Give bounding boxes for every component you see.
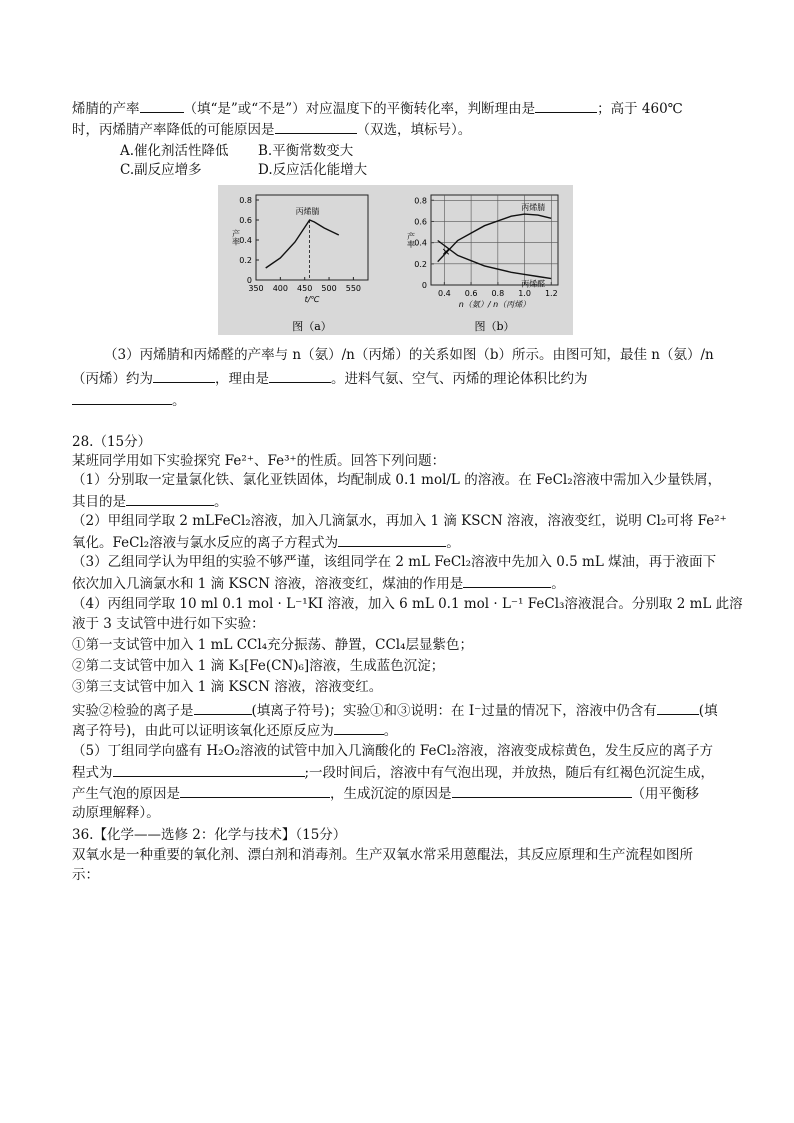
series-label: 丙烯腈 — [521, 203, 546, 213]
x-tick-label: 0.4 — [438, 289, 451, 298]
x-tick-label: 1.2 — [544, 289, 558, 298]
y-tick-label: 0.8 — [414, 196, 427, 206]
series-line-丙烯腈 — [266, 220, 339, 268]
q28-s3-b: 依次加入几滴氯水和 1 滴 KSCN 溶液，溶液变红，煤油的作用是 。 — [72, 573, 565, 593]
q28-s5-g: 动原理解释）。 — [72, 805, 160, 821]
y-axis-label: 产率 — [231, 229, 241, 246]
q28-s4-e: 离子符号)，由此可以证明该氧化还原反应为 。 — [72, 720, 397, 740]
option-d: D.反应活化能增大 — [258, 162, 368, 178]
q28-s1-a: （1）分别取一定量氯化铁、氯化亚铁固体，均配制成 0.1 mol/L 的溶液。在 FeCl₂溶液中需加入少量铁屑， — [72, 472, 722, 488]
p3-line3: 。 — [72, 390, 186, 410]
q36-line2: 示： — [72, 867, 99, 883]
answer-blank[interactable] — [72, 390, 172, 405]
q36-title: 36.【化学——选修 2：化学与技术】（15分） — [72, 827, 347, 843]
answer-blank[interactable] — [140, 98, 184, 113]
p3-line1: （3）丙烯腈和丙烯醛的产率与 n（氨）/n（丙烯）的关系如图（b）所示。由图可知，最佳 n（氨）/n — [104, 347, 714, 363]
y-tick-label: 0.4 — [239, 236, 252, 245]
y-tick-label: 0.4 — [414, 238, 427, 248]
p1-line2: 时，丙烯腈产率降低的可能原因是 （双选，填标号）。 — [72, 119, 471, 139]
figure-panel — [218, 185, 573, 335]
x-axis-label: n（氨）/ n（丙烯） — [458, 300, 531, 309]
x-tick-label: 1.0 — [518, 289, 531, 298]
q28-s3-a: （3）乙组同学认为甲组的实验不够严谨，该组同学在 2 mL FeCl₂溶液中先加入 0.5 mL 煤油，再于液面下 — [72, 554, 717, 570]
answer-blank[interactable] — [334, 720, 384, 735]
y-tick-label: 0.2 — [414, 259, 427, 269]
y-tick-label: 0 — [421, 281, 427, 290]
y-tick-label: 0.6 — [239, 216, 252, 225]
q28-s4-c1: ①第一支试管中加入 1 mL CCl₄充分振荡、静置，CCl₄层显紫色； — [72, 637, 474, 653]
p1-line1: 烯腈的产率 （填“是”或“不是”）对应温度下的平衡转化率，判断理由是 ；高于 460℃ — [72, 98, 683, 118]
q36-line1: 双氧水是一种重要的氧化剂、漂白剂和消毒剂。生产双氧水常采用蒽醌法，其反应原理和生产流程如图所 — [72, 847, 693, 863]
answer-blank[interactable] — [463, 573, 551, 588]
x-tick-label: 500 — [321, 284, 337, 293]
q28-intro: 某班同学用如下实验探究 Fe²⁺、Fe³⁺的性质。回答下列问题： — [72, 453, 446, 469]
x-tick-label: 400 — [272, 284, 288, 293]
x-axis-label: t/℃ — [304, 295, 320, 304]
option-a: A.催化剂活性降低 — [120, 143, 229, 159]
chart-a — [218, 185, 393, 335]
answer-blank[interactable] — [657, 700, 699, 715]
q28-s4-c2: ②第二支试管中加入 1 滴 K₃[Fe(CN)₆]溶液，生成蓝色沉淀； — [72, 658, 445, 674]
answer-blank[interactable] — [269, 368, 331, 383]
chart-b — [393, 185, 573, 335]
series-line-丙烯醛 — [438, 241, 552, 279]
x-tick-label: 0.6 — [464, 289, 478, 298]
figure-caption: 图（a） — [292, 320, 332, 333]
answer-blank[interactable] — [194, 700, 252, 715]
answer-blank[interactable] — [452, 783, 632, 798]
x-tick-label: 350 — [248, 284, 264, 293]
y-axis-label: 产率 — [406, 232, 416, 248]
q28-title: 28.（15分） — [72, 434, 152, 450]
q28-s4-a: （4）丙组同学取 10 ml 0.1 mol · L⁻¹KI 溶液，加入 6 mL 0.1 mol · L⁻¹ FeCl₃溶液混合。分别取 2 mL 此溶 — [72, 596, 743, 612]
y-tick-label: 0.8 — [239, 196, 252, 205]
q28-s4-c3: ③第三支试管中加入 1 滴 KSCN 溶液，溶液变红。 — [72, 679, 383, 695]
option-c: C.副反应增多 — [120, 162, 202, 178]
q28-s5-d: 产生气泡的原因是 ，生成沉淀的原因是 （用平衡移 — [72, 783, 699, 803]
x-tick-label: 450 — [297, 284, 313, 293]
y-tick-label: 0 — [246, 276, 252, 285]
answer-blank[interactable] — [275, 119, 357, 134]
answer-blank[interactable] — [180, 783, 330, 798]
option-b: B.平衡常数变大 — [258, 143, 354, 159]
crossing-marker: × — [441, 245, 451, 259]
q28-s4-d: 实验②检验的离子是 (填离子符号)；实验①和③说明：在 I⁻过量的情况下，溶液中仍含有 (填 — [72, 700, 718, 720]
answer-blank[interactable] — [113, 762, 305, 777]
y-tick-label: 0.2 — [239, 256, 252, 265]
x-tick-label: 550 — [345, 284, 362, 293]
y-tick-label: 0.6 — [414, 217, 427, 227]
p3-line2: （丙烯）约为 ，理由是 。进料气氨、空气、丙烯的理论体积比约为 — [72, 368, 588, 388]
q28-s2-a: （2）甲组同学取 2 mLFeCl₂溶液，加入几滴氯水，再加入 1 滴 KSCN 溶液，溶液变红，说明 Cl₂可将 Fe²⁺ — [72, 513, 727, 529]
series-label: 丙烯腈 — [295, 207, 320, 216]
answer-blank[interactable] — [338, 532, 446, 547]
q28-s5-a: （5）丁组同学向盛有 H₂O₂溶液的试管中加入几滴酸化的 FeCl₂溶液，溶液变成棕黄色，发生反应的离子方 — [72, 743, 714, 759]
q28-s5-b: 程式为 ;一段时间后，溶液中有气泡出现，并放热，随后有红褐色沉淀生成， — [72, 762, 714, 782]
x-tick-label: 0.8 — [491, 289, 505, 298]
q28-s1-b: 其目的是 。 — [72, 491, 228, 511]
series-label: 丙烯醛 — [521, 279, 546, 289]
answer-blank[interactable] — [126, 491, 214, 506]
q28-s4-b: 液于 3 支试管中进行如下实验： — [72, 616, 265, 632]
answer-blank[interactable] — [535, 98, 597, 113]
q28-s2-b: 氧化。FeCl₂溶液与氯水反应的离子方程式为 。 — [72, 532, 460, 552]
figure-caption: 图（b） — [474, 320, 515, 333]
answer-blank[interactable] — [153, 368, 215, 383]
